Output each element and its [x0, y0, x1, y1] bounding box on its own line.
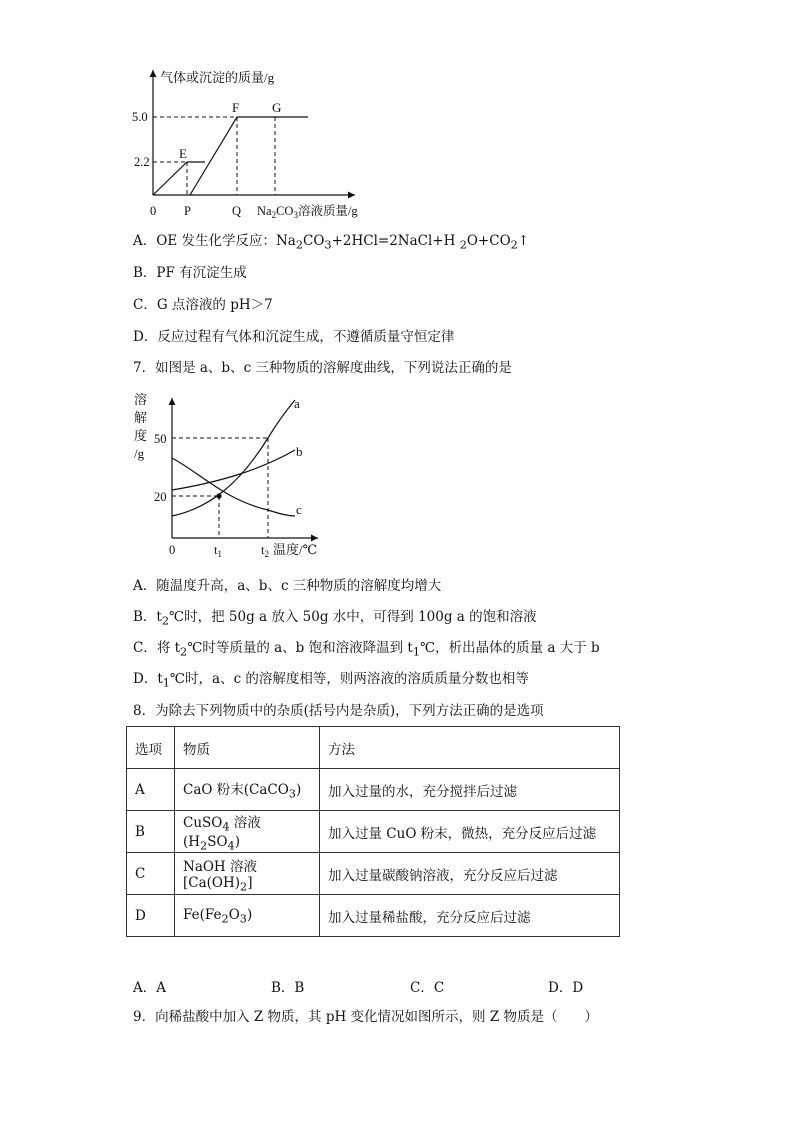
q6-gas-line — [153, 162, 205, 195]
q6-option-b[interactable]: B．PF 有沉淀生成 — [133, 265, 247, 281]
q7-intersection-point — [216, 493, 221, 498]
table-header: 方法 — [320, 727, 620, 769]
q7-label-b: b — [296, 444, 303, 459]
table-cell-option: C — [127, 853, 175, 895]
q6-point-f: F — [232, 100, 240, 115]
q7-option-d[interactable]: D．$t_1℃$时，a、c 的溶解度相等，则两溶液的溶质质量分数也相等 — [133, 671, 529, 690]
table-cell-substance: NaOH 溶液$[Ca(OH)_2]$ — [175, 853, 320, 895]
q6-option-c[interactable]: C．G 点溶液的 pH＞7 — [133, 297, 273, 313]
q6-xtick-0: 0 — [150, 204, 157, 218]
table-row — [127, 895, 620, 937]
table-row — [127, 853, 620, 895]
q7-xtick-t1: $t_1$ — [214, 543, 222, 559]
table-cell-method: 加入过量碳酸钠溶液，充分反应后过滤 — [320, 853, 620, 895]
q7-ylabel-1: 溶 — [134, 392, 148, 407]
q7-ylabel-3: 度 — [134, 428, 148, 443]
table-cell-substance: CaO 粉末(CaCO$_3$) — [175, 769, 320, 811]
q6-precip-line — [190, 117, 308, 195]
q7-option-b[interactable]: B．$t_2℃$时，把 50g a 放入 50g 水中，可得到 100g a 的饱和溶液 — [133, 609, 537, 628]
q7-stem: 7．如图是 a、b、c 三种物质的溶解度曲线，下列说法正确的是 — [133, 360, 512, 376]
table-row — [127, 811, 620, 853]
q7-origin: 0 — [169, 543, 176, 557]
q7-option-a[interactable]: A．随温度升高，a、b、c 三种物质的溶解度均增大 — [133, 578, 442, 594]
q7-xtick-t2: $t_2$ — [261, 543, 269, 559]
table-header: 选项 — [127, 727, 175, 769]
q8-stem: 8．为除去下列物质中的杂质(括号内是杂质)，下列方法正确的是选项 — [133, 703, 544, 719]
table-cell-method: 加入过量稀盐酸，充分反应后过滤 — [320, 895, 620, 937]
q6-xtick-p: P — [184, 204, 191, 218]
q6-point-g: G — [272, 100, 282, 115]
q6-ytick-2: 2.2 — [134, 155, 150, 169]
q7-ylabel-4: /g — [134, 446, 145, 461]
table-cell-substance: $Fe(Fe_2O_3)$ — [175, 895, 320, 937]
q6-ytick-5: 5.0 — [132, 110, 148, 124]
q6-point-e: E — [179, 146, 187, 161]
q7-ylabel-2: 解 — [134, 410, 148, 425]
q6-option-d[interactable]: D．反应过程有气体和沉淀生成，不遵循质量守恒定律 — [133, 329, 455, 345]
table-header-row — [127, 727, 620, 769]
q6-chart — [130, 62, 390, 222]
q7-label-a: a — [294, 396, 300, 411]
q8-answer-c[interactable]: C．C — [410, 980, 445, 996]
q9-stem: 9．向稀盐酸中加入 Z 物质，其 pH 变化情况如图所示，则 Z 物质是（ ） — [133, 1009, 599, 1025]
q8-answer-d[interactable]: D．D — [548, 980, 584, 996]
q7-chart — [130, 388, 330, 563]
q7-curve-a — [172, 400, 295, 516]
q6-xtick-q: Q — [232, 204, 242, 218]
table-row — [127, 769, 620, 811]
q6-y-label: 气体或沉淀的质量/g — [160, 70, 275, 85]
q7-x-label: 温度/℃ — [273, 542, 318, 557]
q8-table — [126, 726, 620, 937]
table-cell-method: 加入过量 CuO 粉末，微热，充分反应后过滤 — [320, 811, 620, 853]
table-cell-option: B — [127, 811, 175, 853]
q7-option-c[interactable]: C．将 $t_2℃$时等质量的 a、b 饱和溶液降温到 $t_1℃$，析出晶体的质量 a 大于 b — [133, 640, 600, 659]
q7-ytick-20: 20 — [154, 490, 167, 504]
q8-answer-b[interactable]: B．B — [271, 980, 305, 996]
table-cell-option: D — [127, 895, 175, 937]
q7-label-c: c — [296, 502, 302, 517]
q7-ytick-50: 50 — [154, 432, 167, 446]
table-header: 物质 — [175, 727, 320, 769]
table-cell-method: 加入过量的水，充分搅拌后过滤 — [320, 769, 620, 811]
q6-option-a[interactable]: A．OE 发生化学反应：$Na_2CO_3+2HCl=2NaCl+H$ $_2O+CO_2↑$ — [133, 233, 530, 252]
q6-x-label: $Na_2CO_3$溶液质量/g — [257, 204, 358, 220]
table-cell-substance: CuSO$_4$ 溶液$(H_2SO_4)$ — [175, 811, 320, 853]
table-cell-option: A — [127, 769, 175, 811]
q8-answer-a[interactable]: A．A — [133, 980, 166, 996]
